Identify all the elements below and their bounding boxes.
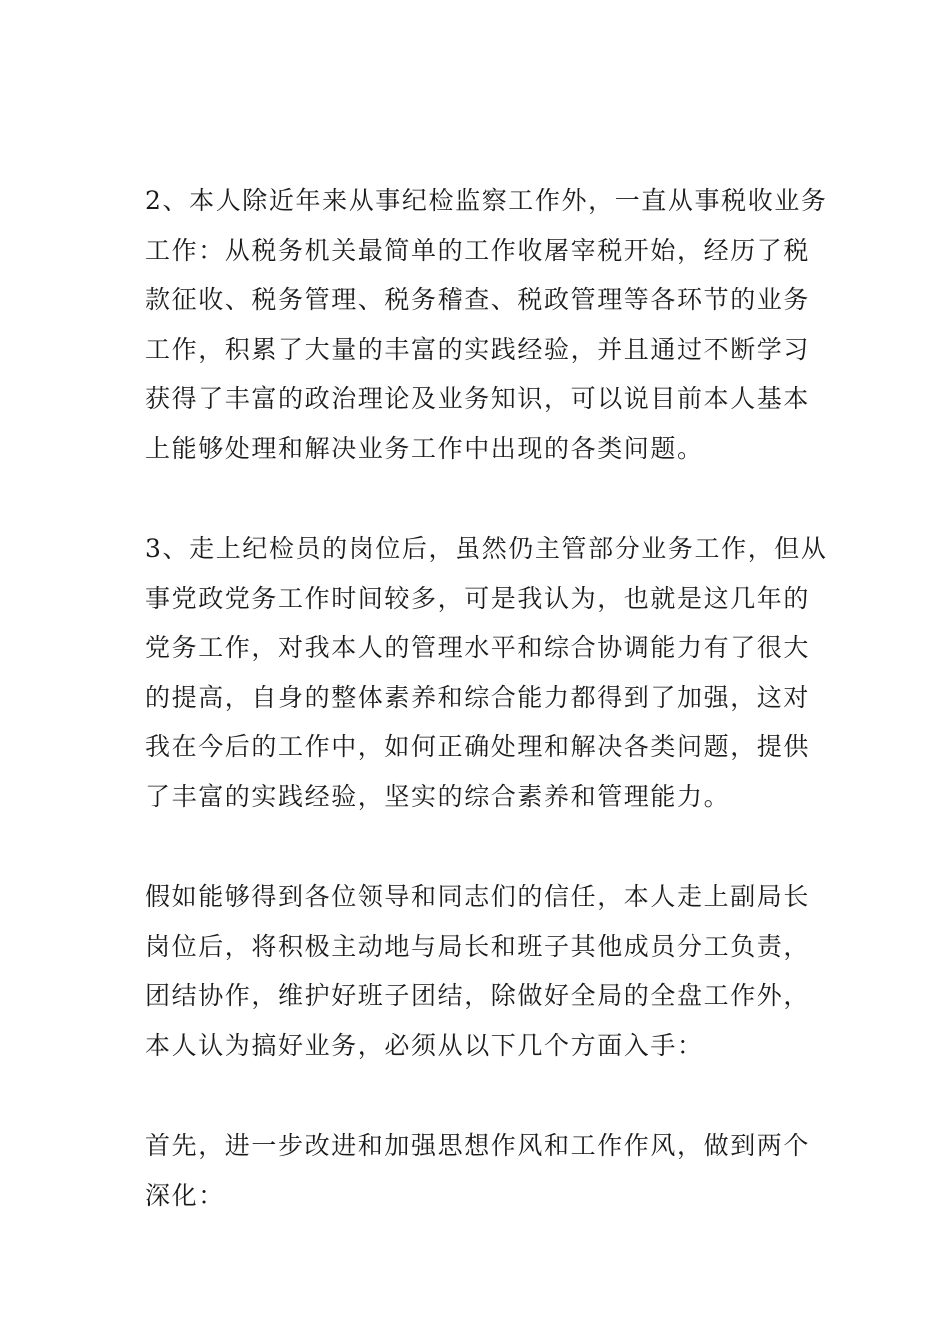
- paragraph-line: 工作，积累了大量的丰富的实践经验，并且通过不断学习: [145, 334, 811, 364]
- paragraph-commitment: [145, 872, 810, 1070]
- paragraph-line: 本人认为搞好业务，必须从以下几个方面入手：: [145, 1030, 704, 1060]
- paragraph-item-3: [145, 524, 828, 821]
- paragraph-line: 深化：: [145, 1180, 225, 1210]
- paragraph-line: 假如能够得到各位领导和同志们的信任，本人走上副局长: [145, 882, 811, 911]
- paragraph-line: 了丰富的实践经验，坚实的综合素养和管理能力。: [145, 781, 731, 811]
- paragraph-line: 事党政党务工作时间较多，可是我认为，也就是这几年的: [145, 583, 811, 613]
- paragraph-line: 2、本人除近年来从事纪检监察工作外，一直从事税收业务: [145, 186, 828, 215]
- paragraph-line: 的提高，自身的整体素养和综合能力都得到了加强，这对: [145, 682, 811, 712]
- paragraph-line: 我在今后的工作中，如何正确处理和解决各类问题，提供: [145, 732, 811, 761]
- paragraph-line: 岗位后，将积极主动地与局长和班子其他成员分工负责，: [145, 931, 811, 961]
- paragraph-line: 工作：从税务机关最简单的工作收屠宰税开始，经历了税: [145, 235, 811, 265]
- paragraph-line: 款征收、税务管理、税务稽查、税政管理等各环节的业务: [145, 285, 811, 314]
- paragraph-line: 团结协作，维护好班子团结，除做好全局的全盘工作外，: [145, 981, 811, 1010]
- paragraph-item-2: [145, 176, 828, 473]
- paragraph-line: 首先，进一步改进和加强思想作风和工作作风，做到两个: [145, 1131, 811, 1160]
- paragraph-first-point: [145, 1121, 810, 1220]
- paragraph-line: 上能够处理和解决业务工作中出现的各类问题。: [145, 433, 704, 463]
- paragraph-line: 3、走上纪检员的岗位后，虽然仍主管部分业务工作，但从: [145, 534, 828, 563]
- paragraph-line: 获得了丰富的政治理论及业务知识，可以说目前本人基本: [145, 384, 811, 413]
- paragraph-line: 党务工作，对我本人的管理水平和综合协调能力有了很大: [145, 633, 811, 662]
